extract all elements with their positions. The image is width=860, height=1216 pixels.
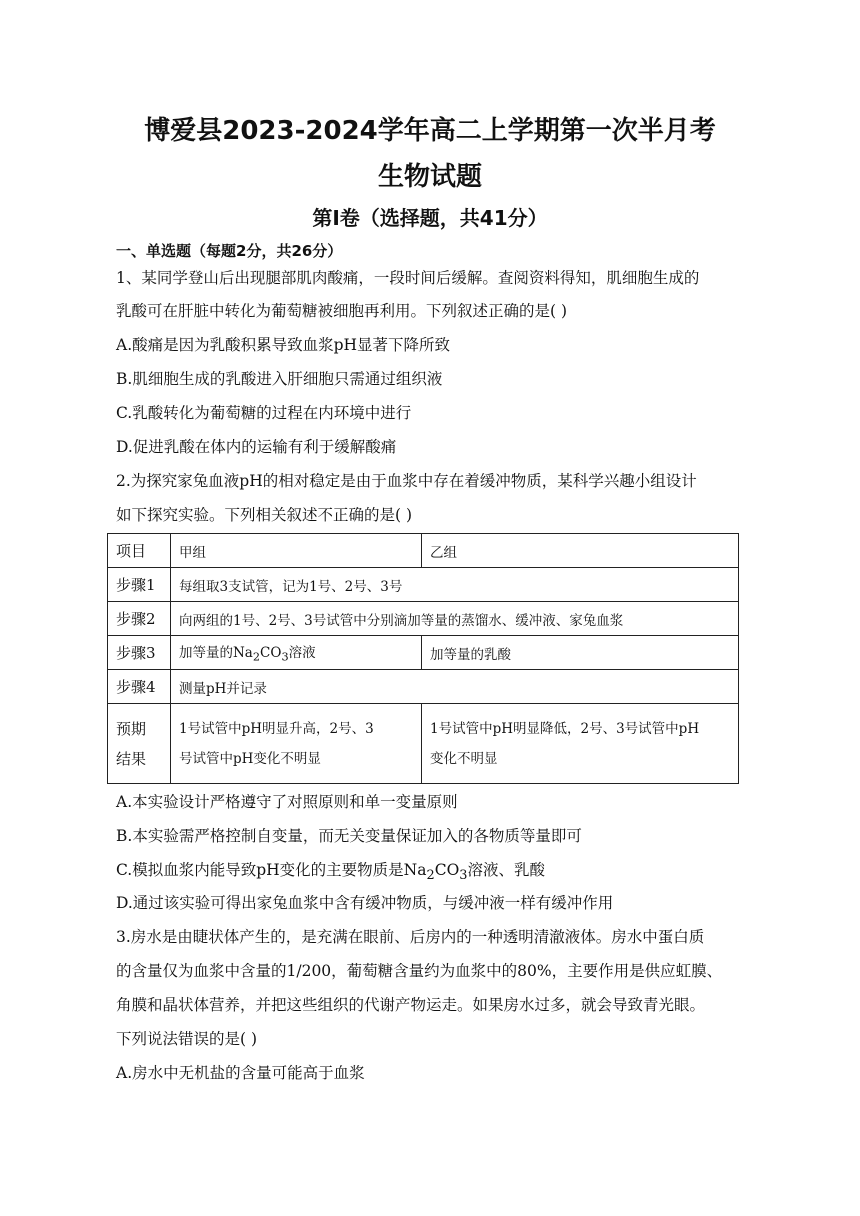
cell-text: CO — [260, 645, 282, 662]
q1-stem-line1: 1、某同学登山后出现腿部肌肉酸痛，一段时间后缓解。查阅资料得知，肌细胞生成的 — [116, 269, 700, 287]
table-header-row — [108, 534, 739, 568]
cell-text: 加等量的Na — [179, 645, 253, 662]
table-cell: 步骤1 — [108, 568, 171, 602]
q3-stem-line1: 3.房水是由睫状体产生的，是充满在眼前、后房内的一种透明清澈液体。房水中蛋白质 — [116, 928, 705, 946]
volume-heading: 第Ⅰ卷（选择题，共41分） — [312, 206, 548, 230]
q3-stem-line4: 下列说法错误的是( ) — [116, 1030, 258, 1048]
exam-title: 博爱县2023-2024学年高二上学期第一次半月考 — [144, 116, 716, 146]
table-cell: 乙组 — [422, 534, 739, 568]
table-cell: 测量pH并记录 — [171, 670, 739, 704]
table-row — [108, 704, 739, 784]
cell-line: 预期 — [116, 719, 147, 738]
option-text: C.模拟血浆内能导致pH变化的主要物质是Na — [116, 861, 427, 879]
cell-line: 结果 — [116, 749, 147, 768]
table-cell: 步骤3 — [108, 636, 171, 670]
table-cell: 步骤2 — [108, 602, 171, 636]
q1-option-c: C.乳酸转化为葡萄糖的过程在内环境中进行 — [116, 404, 412, 422]
q3-stem-line2: 的含量仅为血浆中含量的1/200，葡萄糖含量约为血浆中的80%，主要作用是供应虹膜、 — [116, 962, 723, 980]
table-cell — [171, 636, 422, 670]
q1-option-d: D.促进乳酸在体内的运输有利于缓解酸痛 — [116, 438, 397, 456]
option-text: 溶液、乳酸 — [467, 861, 546, 879]
table-row — [108, 670, 739, 704]
subscript: 2 — [426, 868, 435, 884]
q2-option-a: A.本实验设计严格遵守了对照原则和单一变量原则 — [116, 793, 458, 811]
experiment-table — [107, 533, 739, 784]
cell-line: 号试管中pH变化不明显 — [179, 750, 321, 767]
exam-subject: 生物试题 — [377, 162, 482, 192]
cell-text: 溶液 — [288, 645, 316, 662]
q1-option-b: B.肌细胞生成的乳酸进入肝细胞只需通过组织液 — [116, 370, 443, 388]
q1-option-a: A.酸痛是因为乳酸积累导致血浆pH显著下降所致 — [116, 336, 451, 354]
table-cell: 项目 — [108, 534, 171, 568]
table-row — [108, 602, 739, 636]
cell-line: 1号试管中pH明显升高，2号、3 — [179, 720, 374, 737]
q2-stem-line2: 如下探究实验。下列相关叙述不正确的是( ) — [116, 506, 413, 524]
table-cell: 步骤4 — [108, 670, 171, 704]
table-cell — [171, 704, 422, 784]
table-cell: 向两组的1号、2号、3号试管中分别滴加等量的蒸馏水、缓冲液、家兔血浆 — [171, 602, 739, 636]
q3-option-a: A.房水中无机盐的含量可能高于血浆 — [116, 1064, 365, 1082]
table-cell: 每组取3支试管，记为1号、2号、3号 — [171, 568, 739, 602]
section-heading: 一、单选题（每题2分，共26分） — [116, 242, 343, 260]
q2-option-d: D.通过该实验可得出家兔血浆中含有缓冲物质，与缓冲液一样有缓冲作用 — [116, 894, 614, 912]
table-row — [108, 636, 739, 670]
table-cell: 甲组 — [171, 534, 422, 568]
q2-option-b: B.本实验需严格控制自变量，而无关变量保证加入的各物质等量即可 — [116, 827, 582, 845]
table-cell — [422, 704, 739, 784]
q3-stem-line3: 角膜和晶状体营养，并把这些组织的代谢产物运走。如果房水过多，就会导致青光眼。 — [116, 996, 706, 1014]
subscript: 3 — [459, 868, 468, 884]
cell-line: 1号试管中pH明显降低，2号、3号试管中pH — [430, 720, 700, 737]
q2-stem-line1: 2.为探究家兔血液pH的相对稳定是由于血浆中存在着缓冲物质，某科学兴趣小组设计 — [116, 472, 697, 490]
subscript: 2 — [252, 650, 261, 664]
table-row — [108, 568, 739, 602]
table-cell: 加等量的乳酸 — [422, 636, 739, 670]
cell-line: 变化不明显 — [430, 750, 498, 767]
subscript: 3 — [281, 650, 289, 664]
option-text: CO — [434, 861, 460, 879]
table-cell — [108, 704, 171, 784]
q1-stem-line2: 乳酸可在肝脏中转化为葡萄糖被细胞再利用。下列叙述正确的是( ) — [116, 302, 568, 320]
